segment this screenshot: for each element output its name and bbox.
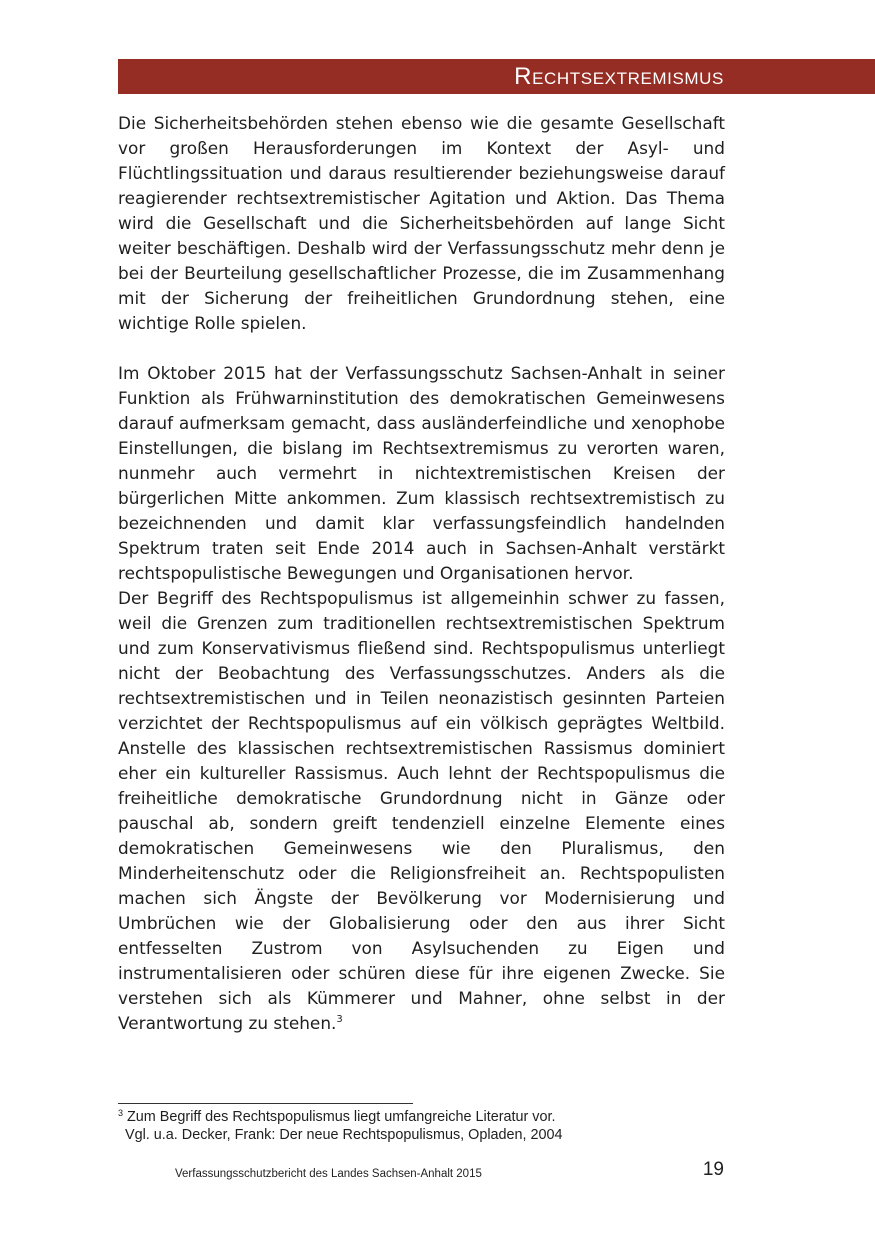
paragraph: Die Sicherheitsbehörden stehen ebenso wie die gesamte Gesellschaft vor großen Herausforderungen im Kontext der Asyl- und Flüchtlingssituation und daraus resultierender beziehungsweise darauf reagierender rechtsextremistischer Agitation und Aktion. Das Thema wird die Gesellschaft und die Sicherheitsbehörden auf lange Sicht weiter beschäftigen. Deshalb wird der Verfassungsschutz mehr denn je bei der Beurteilung gesellschaftlicher Prozesse, die im Zusammenhang mit der Sicherung der freiheitlichen Grundordnung stehen, eine wichtige Rolle spielen. — [118, 113, 725, 333]
page-number: 19 — [702, 1159, 724, 1180]
paragraph — [118, 586, 725, 1036]
paragraph-text: Der Begriff des Rechtspopulismus ist allgemeinhin schwer zu fassen, weil die Grenzen zum traditionellen rechtsextremistischen Spektrum und zum Konservativismus fließend sind. Rechtspopulismus unterliegt nicht der Beobachtung des Verfassungsschutzes. Anders als die rechtsextremistischen und in Teilen neonazistisch gesinnten Parteien verzichtet der Rechtspopulismus auf ein völkisch geprägtes Weltbild. Anstelle des klassischen rechtsextremistischen Rassismus dominiert eher ein kultureller Rassismus. Auch lehnt der Rechtspopulismus die freiheitliche demokratische Grundordnung nicht in Gänze oder pauschal ab, sondern greift tendenziell einzelne Elemente eines demokratischen Gemeinwesens wie den Pluralismus, den Minderheitenschutz oder die Religionsfreiheit an. Rechtspopulisten machen sich Ängste der Bevölkerung vor Modernisierung und Umbrüchen wie der Globalisierung oder den aus ihrer Sicht entfesselten Zustrom von Asylsuchenden zu Eigen und instrumentalisieren oder schüren diese für ihre eigenen Zwecke. Sie verstehen sich als Kümmerer und Mahner, ohne selbst in der Verantwortung zu stehen. — [118, 588, 725, 1033]
footnote-marker: 3 — [118, 1108, 124, 1118]
section-title: Rechtsextremismus — [514, 63, 724, 90]
body-text — [118, 111, 725, 1036]
footnote-divider — [118, 1103, 413, 1104]
footnote-text-line-2: Vgl. u.a. Decker, Frank: Der neue Rechtspopulismus, Opladen, 2004 — [125, 1127, 563, 1143]
paragraph: Im Oktober 2015 hat der Verfassungsschutz Sachsen-Anhalt in seiner Funktion als Frühwarninstitution des demokratischen Gemeinwesens darauf aufmerksam gemacht, dass ausländerfeindliche und xenophobe Einstellungen, die bislang im Rechtsextremismus zu verorten waren, nunmehr auch vermehrt in nichtextremistischen Kreisen der bürgerlichen Mitte ankommen. Zum klassisch rechtsextremistisch zu bezeichnenden und damit klar verfassungsfeindlich handelnden Spektrum traten seit Ende 2014 auch in Sachsen-Anhalt verstärkt rechtspopulistische Bewegungen und Organisationen hervor. — [118, 363, 725, 583]
footnote-text-line-1: Zum Begriff des Rechtspopulismus liegt umfangreiche Literatur vor. — [127, 1109, 556, 1125]
section-header-bar — [118, 59, 875, 94]
footnote-reference[interactable]: 3 — [336, 1014, 343, 1025]
footnote — [118, 1108, 718, 1144]
footer-publication: Verfassungsschutzbericht des Landes Sachsen-Anhalt 2015 — [175, 1168, 482, 1180]
